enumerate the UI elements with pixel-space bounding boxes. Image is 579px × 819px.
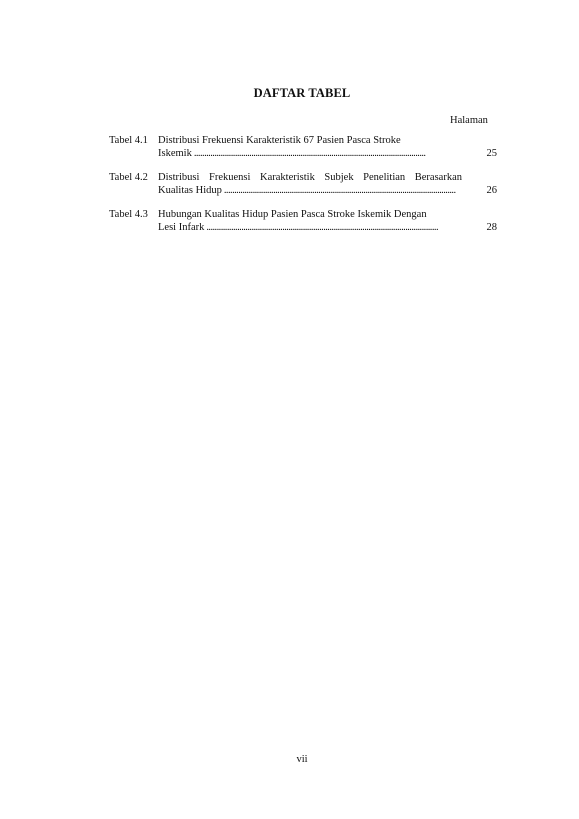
table-title-line1: Distribusi Frekuensi Karakteristik Subjek Penelitian Berasarkan bbox=[158, 172, 462, 183]
table-label: Tabel 4.2 bbox=[109, 172, 148, 183]
page-title: DAFTAR TABEL bbox=[253, 86, 351, 100]
halaman-header: Halaman bbox=[450, 115, 488, 126]
dot-leader bbox=[224, 184, 458, 197]
page-number: 28 bbox=[486, 222, 497, 233]
table-title-line2: Iskemik bbox=[158, 148, 192, 159]
page-number: 25 bbox=[486, 148, 497, 159]
table-title-line2: Lesi Infark bbox=[158, 222, 205, 233]
toc-entry-4-1[interactable] bbox=[109, 134, 497, 160]
dot-leader bbox=[194, 147, 458, 160]
table-label: Tabel 4.3 bbox=[109, 209, 148, 220]
toc-entry-4-2[interactable] bbox=[109, 171, 497, 197]
table-label: Tabel 4.1 bbox=[109, 135, 148, 146]
toc-entry-4-3[interactable] bbox=[109, 208, 497, 234]
table-title-line1: Distribusi Frekuensi Karakteristik 67 Pasien Pasca Stroke bbox=[158, 135, 401, 146]
page-number-footer: vii bbox=[296, 754, 308, 765]
page-number: 26 bbox=[486, 185, 497, 196]
dot-leader bbox=[206, 221, 458, 234]
table-title-line2: Kualitas Hidup bbox=[158, 185, 222, 196]
table-title-line1: Hubungan Kualitas Hidup Pasien Pasca Stroke Iskemik Dengan bbox=[158, 209, 427, 220]
